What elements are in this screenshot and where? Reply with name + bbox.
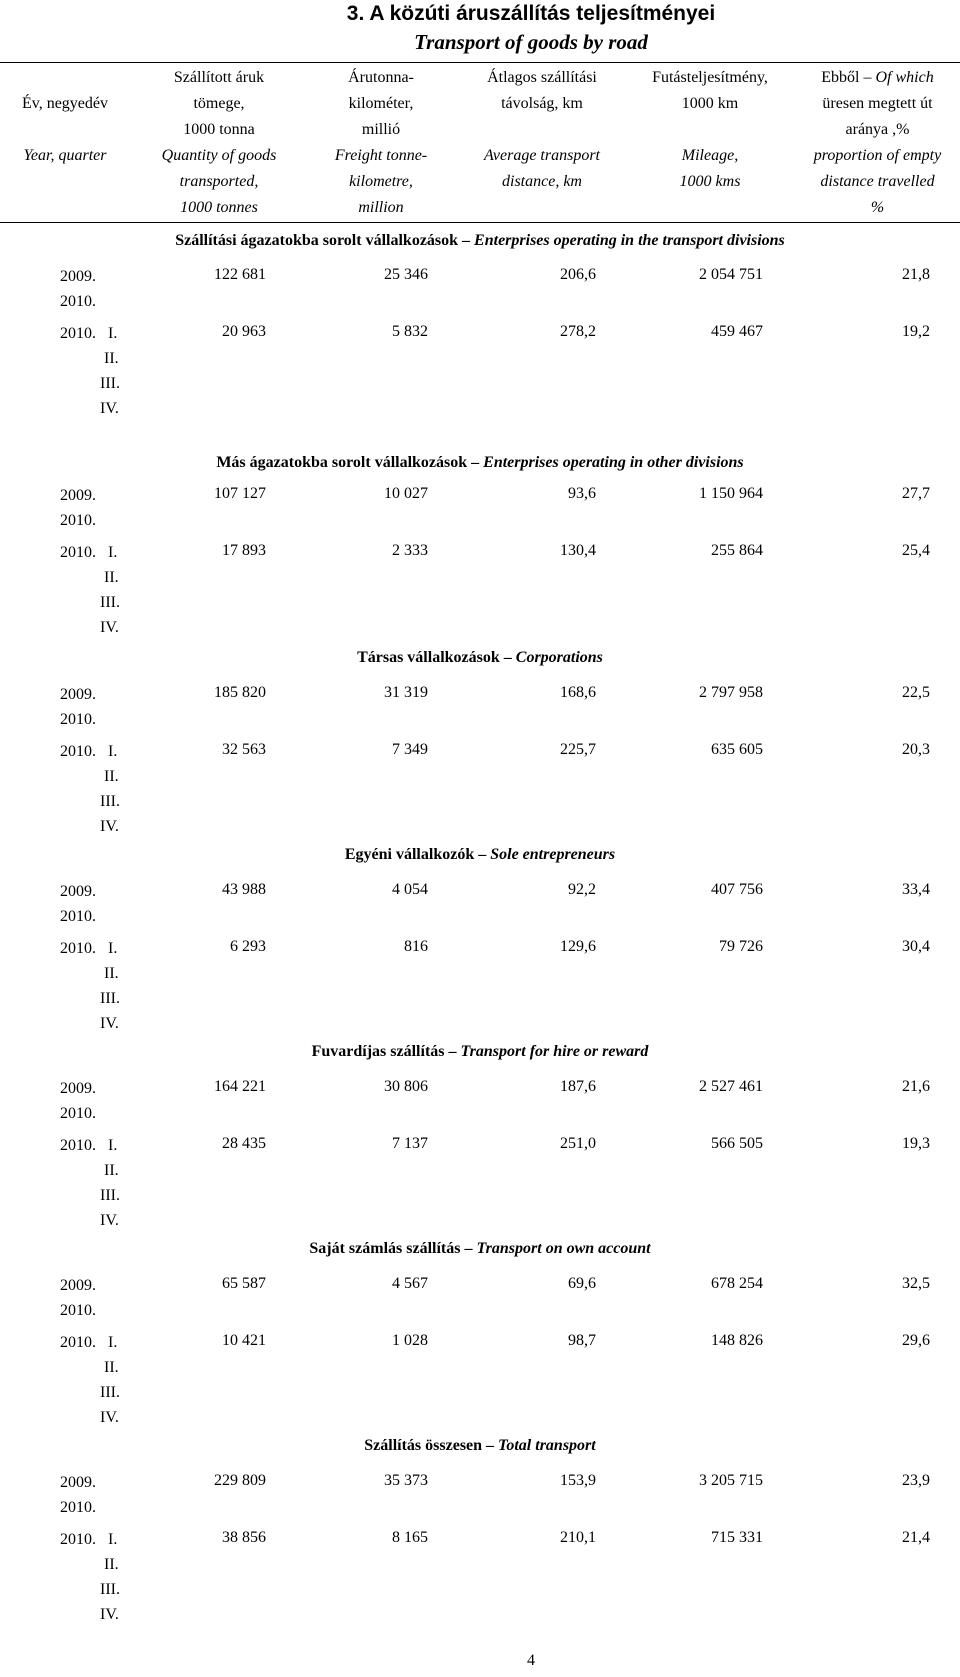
section-heading-en: Corporations (515, 649, 603, 666)
quarterly-value-col1: 17 893 (222, 542, 266, 559)
annual-value-col4: 1 150 964 (699, 485, 763, 502)
quarterly-value-col5: 25,4 (902, 542, 930, 559)
quarterly-value-col3: 251,0 (560, 1135, 596, 1152)
header-mileage-en2: 1000 kms (679, 173, 741, 190)
header-empty-share-hu3: aránya ,% (845, 121, 910, 138)
quarterly-value-col2: 7 349 (392, 741, 428, 758)
quarterly-value-col1: 6 293 (230, 938, 266, 955)
annual-value-col3: 168,6 (560, 684, 596, 701)
header-quantity-hu2: tömege, (193, 95, 245, 112)
annual-value-col2: 35 373 (384, 1472, 428, 1489)
page-title: 3. A közúti áruszállítás teljesítményei (346, 2, 716, 25)
annual-value-col2: 4 054 (392, 881, 428, 898)
header-period-en: Year, quarter (23, 147, 107, 164)
page-number: 4 (527, 1652, 535, 1669)
quarterly-value-col5: 21,4 (902, 1529, 930, 1546)
annual-value-col4: 2 054 751 (699, 266, 763, 283)
quarterly-value-col5: 20,3 (902, 741, 930, 758)
header-tonne-km-hu1: Árutonna- (348, 69, 414, 86)
header-empty-share (795, 65, 960, 221)
annual-value-col4: 407 756 (711, 881, 763, 898)
annual-value-col2: 31 319 (384, 684, 428, 701)
quarterly-value-col4: 79 726 (719, 938, 763, 955)
annual-value-col5: 33,4 (902, 881, 930, 898)
header-quantity (136, 65, 302, 221)
header-empty-share-hu2: üresen megtett út (822, 95, 933, 112)
quarterly-value-col3: 210,1 (560, 1529, 596, 1546)
section-heading-hu: Szállítási ágazatokba sorolt vállalkozások – (175, 232, 475, 249)
annual-value-col3: 187,6 (560, 1078, 596, 1095)
section-heading (0, 232, 960, 250)
quarterly-value-col4: 148 826 (711, 1332, 763, 1349)
header-tonne-km-en1: Freight tonne- (334, 147, 428, 164)
header-empty-share-hu1: Ebből – (821, 69, 876, 86)
annual-value-col1: 185 820 (214, 684, 266, 701)
quarterly-value-col3: 278,2 (560, 323, 596, 340)
header-avg-distance-en1: Average transport (484, 147, 600, 164)
quarterly-value-col5: 19,2 (902, 323, 930, 340)
annual-value-col2: 25 346 (384, 266, 428, 283)
header-quantity-hu3: 1000 tonna (183, 121, 255, 138)
section-heading-en: Transport for hire or reward (460, 1043, 649, 1060)
page-subtitle: Transport of goods by road (414, 30, 648, 54)
annual-value-col4: 3 205 715 (699, 1472, 763, 1489)
header-empty-share-en2: distance travelled (820, 173, 935, 190)
quarterly-value-col4: 459 467 (711, 323, 763, 340)
quarterly-value-col5: 19,3 (902, 1135, 930, 1152)
section-heading-hu: Fuvardíjas szállítás – (311, 1043, 461, 1060)
period-labels-annual: 2009. 2010. (60, 883, 96, 925)
quarterly-value-col2: 1 028 (392, 1332, 428, 1349)
annual-value-col1: 65 587 (222, 1275, 266, 1292)
header-tonne-km-en2: kilometre, (349, 173, 413, 190)
quarterly-value-col5: 29,6 (902, 1332, 930, 1349)
annual-value-col5: 21,6 (902, 1078, 930, 1095)
header-mileage-en1: Mileage, (681, 147, 739, 164)
header-tonne-km (306, 65, 456, 221)
header-tonne-km-hu3: millió (361, 121, 401, 138)
section-heading (0, 1043, 960, 1061)
annual-value-col3: 153,9 (560, 1472, 596, 1489)
header-mileage-hu1: Futásteljesítmény, (652, 69, 768, 86)
header-avg-distance-hu1: Átlagos szállítási (487, 69, 597, 86)
quarterly-value-col3: 98,7 (568, 1332, 596, 1349)
header-avg-distance-hu2: távolság, km (501, 95, 583, 112)
header-empty-share-en3: % (870, 199, 885, 216)
annual-value-col1: 229 809 (214, 1472, 266, 1489)
header-period-hu: Év, negyedév (21, 95, 109, 112)
annual-value-col2: 10 027 (384, 485, 428, 502)
quarterly-value-col1: 10 421 (222, 1332, 266, 1349)
period-labels-annual: 2009. 2010. (60, 487, 96, 529)
annual-value-col5: 27,7 (902, 485, 930, 502)
period-labels-annual: 2009. 2010. (60, 686, 96, 728)
section-heading-hu: Saját számlás szállítás – (309, 1240, 477, 1257)
annual-value-col3: 93,6 (568, 485, 596, 502)
section-heading-en: Enterprises operating in other divisions (483, 454, 744, 471)
annual-value-col5: 22,5 (902, 684, 930, 701)
quarterly-value-col4: 566 505 (711, 1135, 763, 1152)
section-heading-hu: Egyéni vállalkozók – (344, 846, 491, 863)
period-labels-annual: 2009. 2010. (60, 1277, 96, 1319)
section-heading-en: Sole entrepreneurs (490, 846, 616, 863)
period-labels-annual: 2009. 2010. (60, 1080, 96, 1122)
quarterly-value-col4: 255 864 (711, 542, 763, 559)
header-quantity-en1: Quantity of goods (161, 147, 277, 164)
annual-value-col5: 32,5 (902, 1275, 930, 1292)
annual-value-col5: 23,9 (902, 1472, 930, 1489)
quarterly-value-col1: 38 856 (222, 1529, 266, 1546)
quarterly-value-col4: 635 605 (711, 741, 763, 758)
period-labels-quarterly: 2010. I. II. III. IV. (60, 325, 120, 417)
quarterly-value-col2: 816 (404, 938, 428, 955)
annual-value-col3: 69,6 (568, 1275, 596, 1292)
quarterly-value-col2: 5 832 (392, 323, 428, 340)
annual-value-col4: 2 797 958 (699, 684, 763, 701)
annual-value-col2: 30 806 (384, 1078, 428, 1095)
quarterly-value-col2: 2 333 (392, 542, 428, 559)
period-labels-quarterly: 2010. I. II. III. IV. (60, 1137, 120, 1229)
quarterly-value-col1: 28 435 (222, 1135, 266, 1152)
period-labels-quarterly: 2010. I. II. III. IV. (60, 544, 120, 636)
header-quantity-hu1: Szállított áruk (173, 69, 265, 86)
header-empty-share-of-which: Of which (875, 69, 934, 86)
section-heading-hu: Más ágazatokba sorolt vállalkozások – (216, 454, 484, 471)
annual-value-col4: 2 527 461 (699, 1078, 763, 1095)
header-avg-distance-en2: distance, km (502, 173, 582, 190)
period-labels-quarterly: 2010. I. II. III. IV. (60, 743, 120, 835)
annual-value-col2: 4 567 (392, 1275, 428, 1292)
annual-value-col1: 122 681 (214, 266, 266, 283)
header-avg-distance (462, 65, 622, 195)
quarterly-value-col2: 8 165 (392, 1529, 428, 1546)
section-heading-hu: Társas vállalkozások – (357, 649, 516, 666)
quarterly-value-col3: 225,7 (560, 741, 596, 758)
header-top-rule (0, 62, 960, 63)
section-heading (0, 649, 960, 667)
header-bottom-rule (0, 222, 960, 223)
period-labels-quarterly: 2010. I. II. III. IV. (60, 1531, 120, 1623)
period-labels-quarterly: 2010. I. II. III. IV. (60, 1334, 120, 1426)
annual-value-col1: 164 221 (214, 1078, 266, 1095)
header-quantity-en3: 1000 tonnes (180, 199, 258, 216)
header-tonne-km-en3: million (358, 199, 404, 216)
quarterly-value-col3: 129,6 (560, 938, 596, 955)
quarterly-value-col2: 7 137 (392, 1135, 428, 1152)
annual-value-col3: 92,2 (568, 881, 596, 898)
section-heading-en: Transport on own account (476, 1240, 651, 1257)
section-heading (0, 454, 960, 472)
quarterly-value-col5: 30,4 (902, 938, 930, 955)
section-heading (0, 1437, 960, 1455)
header-quantity-en2: transported, (179, 173, 259, 190)
section-heading-en: Enterprises operating in the transport divisions (474, 232, 785, 249)
period-labels-annual: 2009. 2010. (60, 1474, 96, 1516)
header-mileage-hu2: 1000 km (681, 95, 739, 112)
quarterly-value-col4: 715 331 (711, 1529, 763, 1546)
period-labels-quarterly: 2010. I. II. III. IV. (60, 940, 120, 1032)
header-mileage (630, 65, 790, 195)
annual-value-col4: 678 254 (711, 1275, 763, 1292)
section-heading-hu: Szállítás összesen – (364, 1437, 499, 1454)
header-empty-share-en1: proportion of empty (813, 147, 942, 164)
quarterly-value-col1: 32 563 (222, 741, 266, 758)
quarterly-value-col1: 20 963 (222, 323, 266, 340)
section-heading (0, 1240, 960, 1258)
section-heading-en: Total transport (498, 1437, 596, 1454)
quarterly-value-col3: 130,4 (560, 542, 596, 559)
annual-value-col5: 21,8 (902, 266, 930, 283)
header-period (0, 65, 130, 169)
annual-value-col1: 107 127 (214, 485, 266, 502)
section-heading (0, 846, 960, 864)
header-tonne-km-hu2: kilométer, (348, 95, 414, 112)
period-labels-annual: 2009. 2010. (60, 268, 96, 310)
annual-value-col1: 43 988 (222, 881, 266, 898)
annual-value-col3: 206,6 (560, 266, 596, 283)
